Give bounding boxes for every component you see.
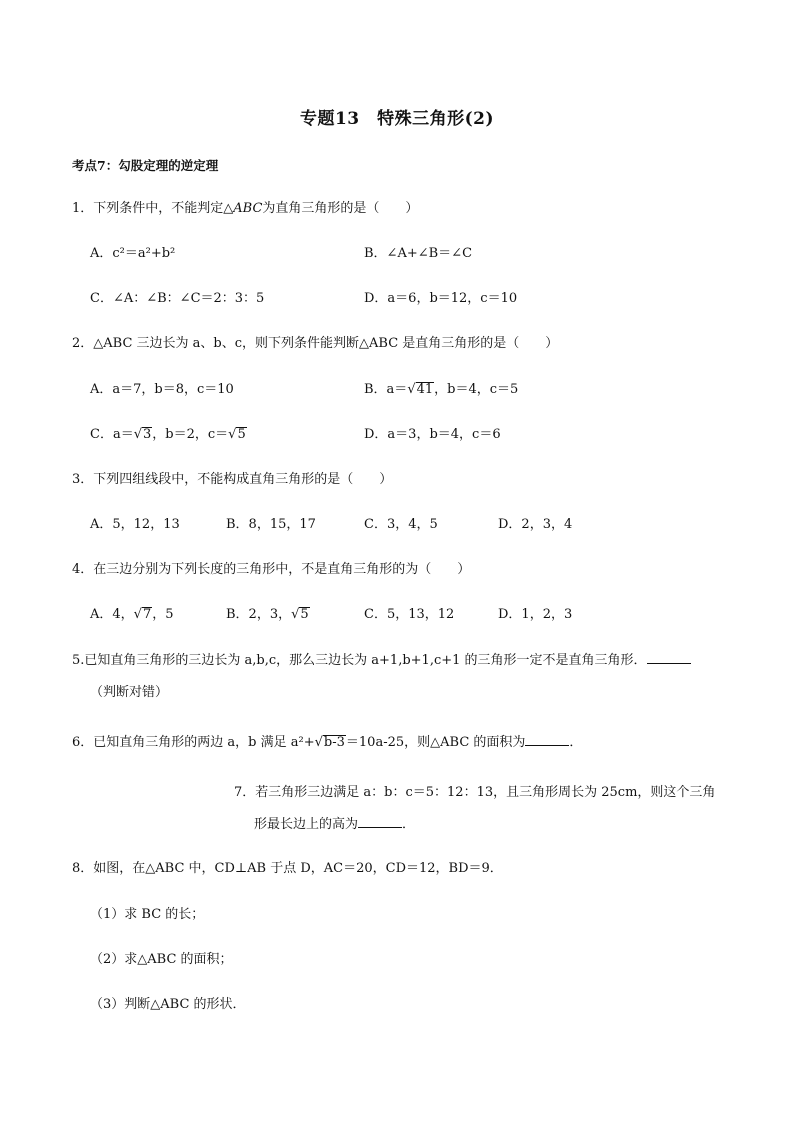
page-title: 专题13 特殊三角形(2) (299, 109, 495, 129)
question-1-option-a: A．c²＝a²+b² (90, 246, 176, 261)
question-7-line-2: 形最长边上的高为 ． (254, 817, 416, 832)
question-1-option-b: B．∠A+∠B＝∠C (364, 246, 473, 261)
question-2-stem: 2．△ABC 三边长为 a、b、c，则下列条件能判断△ABC 是直角三角形的是（ ） (72, 336, 559, 351)
sqrt-symbol: √41 (407, 382, 434, 397)
question-5-line-1: 5.已知直角三角形的三边长为 a,b,c，那么三边长为 a+1,b+1,c+1 的三角形一定不是直角三角形． (72, 649, 691, 668)
sqrt-symbol: √b-3 (314, 735, 345, 750)
question-8-part-1: （1）求 BC 的长； (90, 907, 205, 922)
question-4-option-d: D．1，2，3 (498, 607, 573, 622)
question-5-line-2: （判断对错） (90, 685, 169, 700)
answer-blank[interactable] (647, 651, 691, 664)
question-2-option-c: C．a＝√3，b＝2，c＝√5 (90, 427, 246, 442)
question-8-stem: 8．如图，在△ABC 中，CD⊥AB 于点 D，AC＝20，CD＝12，BD＝9． (72, 861, 503, 876)
question-2-option-d: D．a＝3，b＝4，c＝6 (364, 427, 501, 442)
question-3-option-d: D．2，3，4 (498, 517, 573, 532)
question-3-option-c: C．3，4，5 (364, 517, 438, 532)
question-3-option-a: A．5，12，13 (90, 517, 180, 532)
question-8-part-3: （3）判断△ABC 的形状． (90, 997, 246, 1012)
answer-blank[interactable] (525, 733, 569, 746)
sqrt-symbol: √7 (133, 607, 152, 622)
sqrt-symbol: √5 (228, 427, 246, 442)
question-6-stem: 6．已知直角三角形的两边 a，b 满足 a²+√b-3＝10a-25，则△ABC 的面积为 ． (72, 735, 583, 750)
question-8-part-2: （2）求△ABC 的面积； (90, 952, 233, 967)
question-7-line-1: 7．若三角形三边满足 a：b：c＝5：12：13，且三角形周长为 25cm，则这个三角 (234, 785, 716, 800)
question-2-option-a: A．a＝7，b＝8，c＝10 (90, 382, 234, 397)
answer-blank[interactable] (358, 815, 402, 828)
question-3-option-b: B．8，15，17 (226, 517, 316, 532)
question-4-option-c: C．5，13，12 (364, 607, 455, 622)
sqrt-symbol: √3 (133, 427, 152, 442)
question-1-stem: 1．下列条件中，不能判定△ABC为直角三角形的是（ ） (72, 201, 419, 216)
question-4-option-a: A．4，√7，5 (90, 607, 174, 622)
question-4-option-b: B．2，3，√5 (226, 607, 309, 622)
question-4-stem: 4．在三边分别为下列长度的三角形中，不是直角三角形的为（ ） (72, 562, 471, 577)
section-heading: 考点7：勾股定理的逆定理 (72, 158, 219, 173)
question-1-option-c: C．∠A：∠B：∠C＝2：3：5 (90, 291, 265, 306)
question-2-option-b: B．a＝√41，b＝4，c＝5 (364, 382, 519, 397)
question-1-option-d: D．a＝6，b＝12，c＝10 (364, 291, 518, 306)
sqrt-symbol: √5 (291, 607, 309, 622)
question-3-stem: 3．下列四组线段中，不能构成直角三角形的是（ ） (72, 472, 393, 487)
